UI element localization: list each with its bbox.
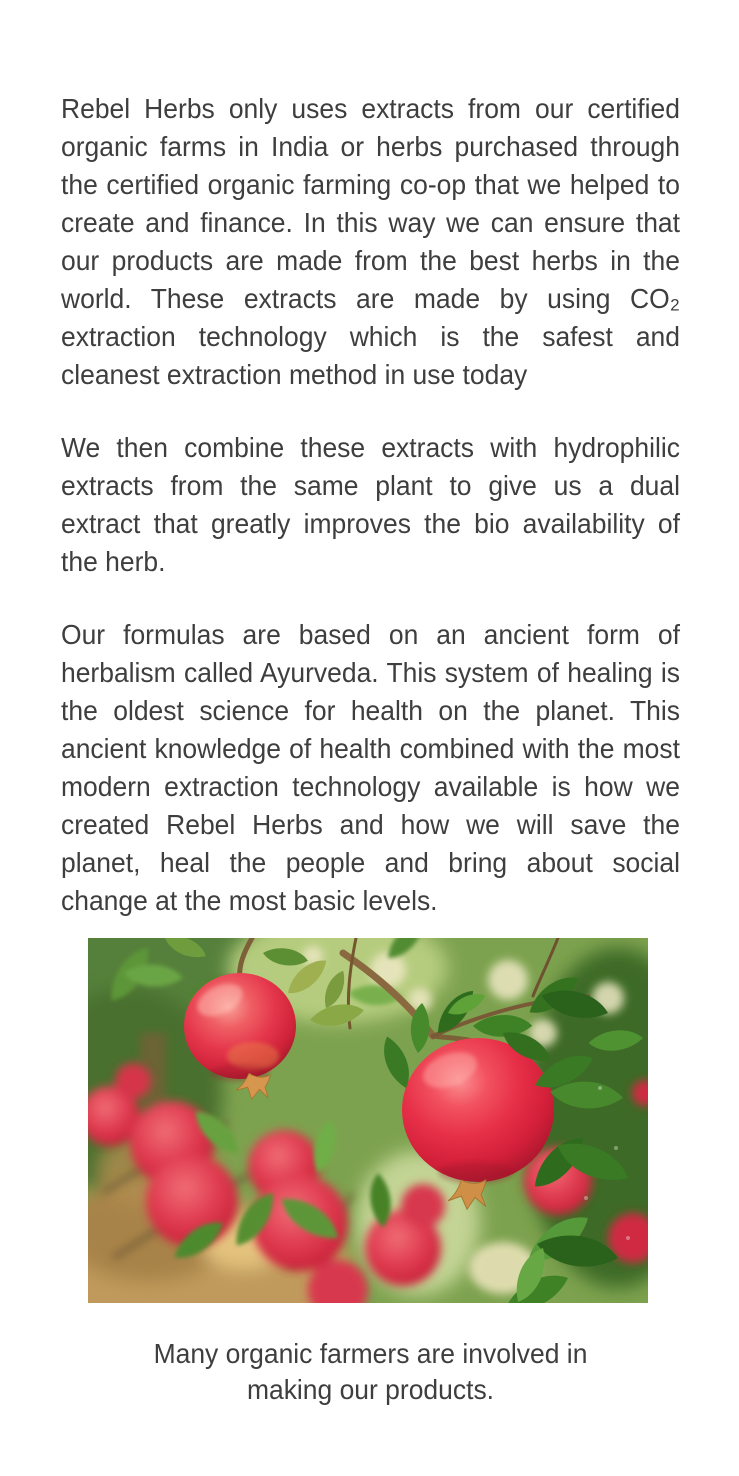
pomegranate-orchard-photo: [88, 938, 648, 1303]
photo-caption: Many organic farmers are involved in making our products.: [153, 1338, 588, 1405]
caption-wrap: [61, 1336, 680, 1408]
pomegranate-photo-figure: [88, 938, 648, 1303]
paragraph-ayurveda: Our formulas are based on an ancient form of herbalism called Ayurveda. This system of healing is the oldest science for health on the planet. This ancient knowledge of health combined with the most modern extraction technology available is how we created Rebel Herbs and how we will save the planet, heal the people and bring about social change at the most basic levels.: [61, 619, 680, 916]
body-text-block: [61, 90, 680, 920]
paragraph-dual-extract: We then combine these extracts with hydrophilic extracts from the same plant to give us a dual extract that greatly improves the bio availability of the herb.: [61, 432, 680, 577]
paragraph-certified-extracts: Rebel Herbs only uses extracts from our certified organic farms in India or herbs purchased through the certified organic farming co-op that we helped to create and finance. In this way we can ensure that our products are made from the best herbs in the world. These extracts are made by using CO₂ extraction technology which is the safest and cleanest extraction method in use today: [61, 93, 680, 390]
